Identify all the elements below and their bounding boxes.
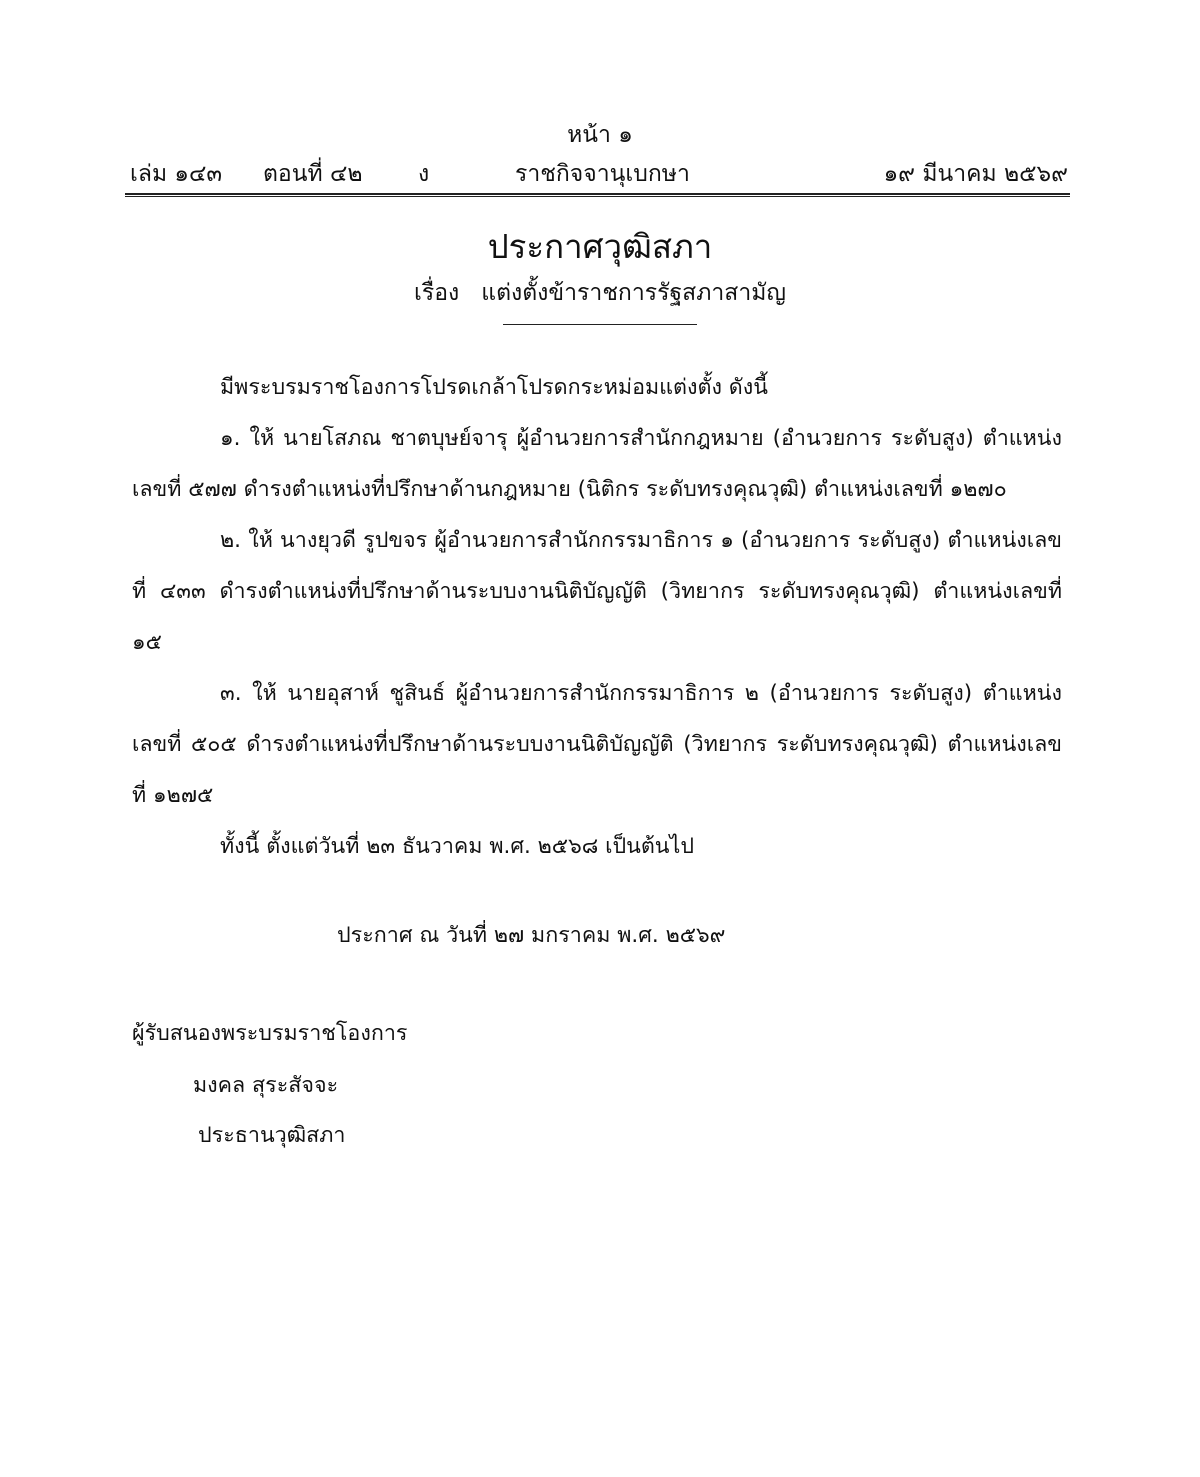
- appointment-item-2: ๒. ให้ นางยุวดี รูปขจร ผู้อำนวยการสำนักกรรมาธิการ ๑ (อำนวยการ ระดับสูง) ตำแหน่งเลขที่ ๔๓๓ ดำรงตำแหน่งที่ปรึกษาด้านระบบงานนิติบัญญัติ (วิทยากร ระดับทรงคุณวุฒิ) ตำแหน่งเลขที่ ๑๕: [132, 528, 1063, 655]
- gazette-header: [130, 157, 1068, 191]
- signatory-name: มงคล สุระสัจจะ: [193, 1073, 339, 1098]
- section-letter: ง: [418, 161, 430, 187]
- issue-number: ตอนที่ ๔๒: [263, 161, 363, 187]
- effective-date-paragraph: ทั้งนี้ ตั้งแต่วันที่ ๒๓ ธันวาคม พ.ศ. ๒๕๖๘ เป็นต้นไป: [220, 834, 694, 859]
- page-number: หน้า ๑: [567, 122, 633, 148]
- header-rule: [125, 193, 1070, 197]
- appointment-item-1: ๑. ให้ นายโสภณ ชาตบุษย์จารุ ผู้อำนวยการสำนักกฎหมาย (อำนวยการ ระดับสูง) ตำแหน่งเลขที่ ๕๗๗ ดำรงตำแหน่งที่ปรึกษาด้านกฎหมาย (นิติกร ระดับทรงคุณวุฒิ) ตำแหน่งเลขที่ ๑๒๗๐: [132, 426, 1062, 502]
- announcement-subject: [0, 276, 1200, 310]
- appointment-item-3: ๓. ให้ นายอุสาห์ ชูสินธ์ ผู้อำนวยการสำนักกรรมาธิการ ๒ (อำนวยการ ระดับสูง) ตำแหน่งเลขที่ ๕๐๕ ดำรงตำแหน่งที่ปรึกษาด้านระบบงานนิติบัญญัติ (วิทยากร ระดับทรงคุณวุฒิ) ตำแหน่งเลขที่ ๑๒๗๕: [132, 681, 1062, 808]
- publication-name: ราชกิจจานุเบกษา: [515, 161, 690, 187]
- countersign-role: ผู้รับสนองพระบรมราชโองการ: [132, 1021, 408, 1046]
- announcement-body: [132, 362, 1062, 872]
- subject-label: เรื่อง: [413, 280, 460, 306]
- publication-date: ๑๙ มีนาคม ๒๕๖๙: [883, 161, 1068, 187]
- volume-number: เล่ม ๑๔๓: [130, 161, 223, 187]
- signatory-position: ประธานวุฒิสภา: [198, 1123, 346, 1148]
- intro-paragraph: มีพระบรมราชโองการโปรดเกล้าโปรดกระหม่อมแต่งตั้ง ดังนี้: [220, 375, 768, 400]
- title-rule: [503, 324, 697, 325]
- subject-text: แต่งตั้งข้าราชการรัฐสภาสามัญ: [481, 280, 786, 306]
- announcement-title: ประกาศวุฒิสภา: [487, 227, 713, 266]
- announcement-date: ประกาศ ณ วันที่ ๒๗ มกราคม พ.ศ. ๒๕๖๙: [337, 923, 726, 948]
